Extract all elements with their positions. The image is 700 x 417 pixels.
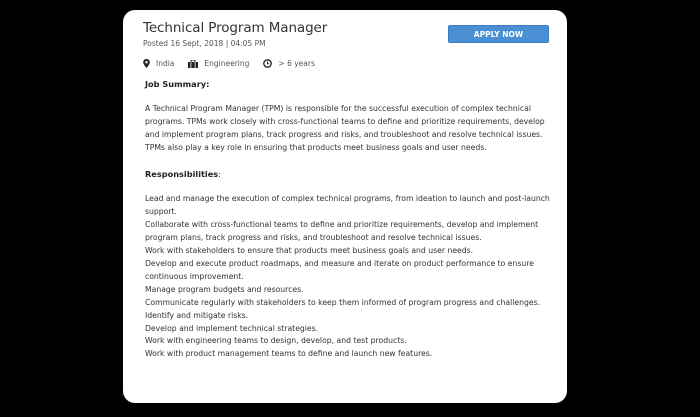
responsibility-item: Identify and mitigate risks. xyxy=(145,310,249,320)
job-summary-text: A Technical Program Manager (TPM) is responsible for the successful execution of complex technical programs. TPMs work closely with cross-functional teams to define and prioritize requirements, develop and implement program plans, track progress and risks, and troubleshoot and resolve technical issues. TPMs also play a key role in ensuring that products meet business goals and user needs. xyxy=(145,103,545,152)
clock-icon xyxy=(263,59,272,68)
responsibility-item: Work with engineering teams to design, develop, and test products. xyxy=(145,336,407,346)
department-text: Engineering xyxy=(204,59,250,68)
responsibility-item: Work with product management teams to define and launch new features. xyxy=(145,349,433,359)
meta-location xyxy=(143,59,174,68)
responsibilities-list xyxy=(145,193,560,361)
responsibility-item: Develop and implement technical strategies. xyxy=(145,323,319,333)
responsibility-item: Collaborate with cross-functional teams to define and prioritize requirements, develop and implement program plans, track progress and risks, and troubleshoot and resolve technical issues. xyxy=(145,220,539,243)
apply-now-button[interactable]: APPLY NOW xyxy=(448,25,549,43)
posted-date: Posted 16 Sept, 2018 | 04:05 PM xyxy=(143,39,266,48)
job-card xyxy=(123,10,567,403)
responsibilities-label: Responsibilities xyxy=(145,168,219,179)
job-title: Technical Program Manager xyxy=(143,20,328,36)
job-summary-heading: Job Summary: xyxy=(145,79,210,89)
briefcase-icon xyxy=(188,60,198,68)
map-pin-icon xyxy=(143,59,150,68)
responsibility-item: Manage program budgets and resources. xyxy=(145,284,304,294)
meta-department xyxy=(188,59,249,68)
meta-experience xyxy=(263,59,314,68)
responsibility-item: Work with stakeholders to ensure that products meet business goals and user needs. xyxy=(145,246,474,256)
responsibility-item: Develop and execute product roadmaps, and measure and iterate on product performance to ensure continuous improvement. xyxy=(145,258,534,281)
responsibilities-colon: : xyxy=(218,169,221,179)
experience-text: > 6 years xyxy=(278,59,315,68)
responsibility-item: Communicate regularly with stakeholders to keep them informed of program progress and challenges. xyxy=(145,297,541,307)
location-text: India xyxy=(156,59,175,68)
job-description xyxy=(145,78,560,361)
responsibilities-heading xyxy=(145,168,560,182)
job-meta xyxy=(143,59,329,68)
responsibility-item: Lead and manage the execution of complex technical programs, from ideation to launch and post-launch support. xyxy=(145,194,550,217)
